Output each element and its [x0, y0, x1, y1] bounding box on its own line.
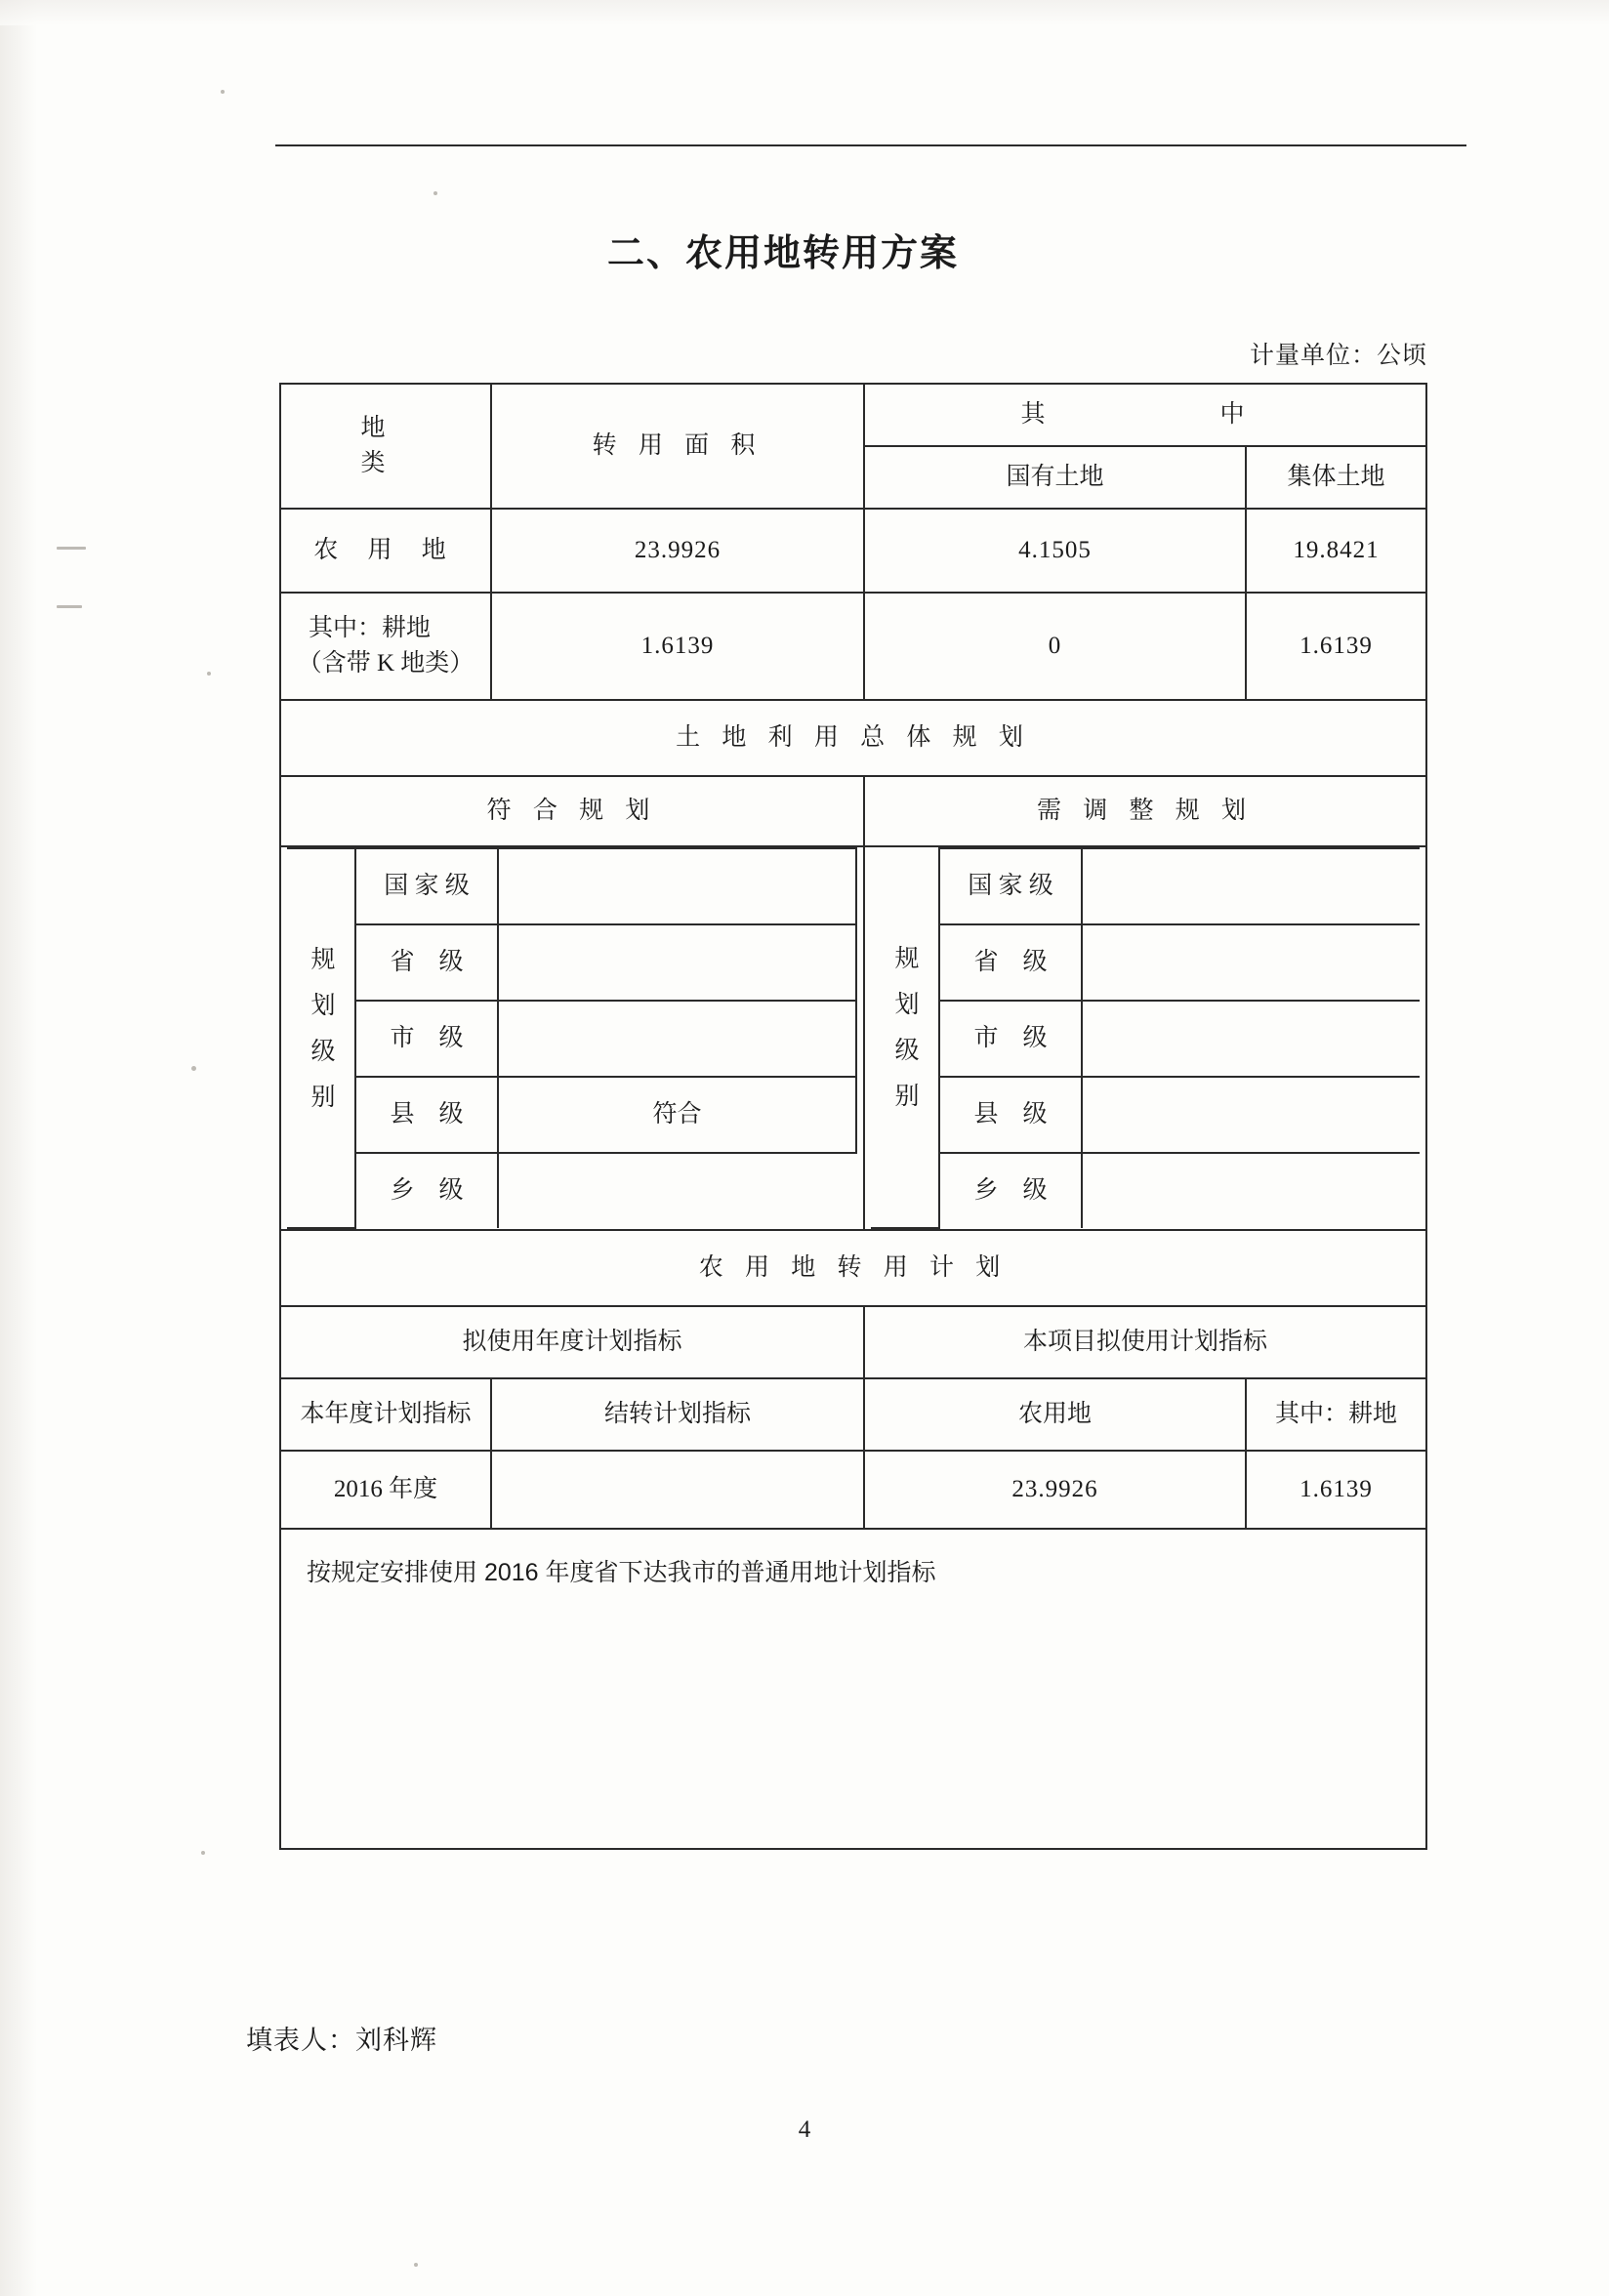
plan-value-province-left[interactable]: [498, 924, 856, 1001]
form-filler: 填表人：刘科辉: [246, 2026, 437, 2055]
plan-level-national-left: 国 家 级: [355, 848, 498, 924]
plan-level-label-right: [871, 848, 939, 1228]
plan-level-county-left: 县 级: [355, 1077, 498, 1153]
plan-right-table: [871, 847, 1420, 1229]
plan-left-grid: [280, 846, 864, 1230]
table-row: [280, 593, 1426, 700]
quota-col-current-year: 本年度计划指标: [280, 1378, 491, 1451]
row-label-cultivated-land: [280, 593, 491, 700]
page-title-text: 二、农用地转用方案: [606, 233, 959, 274]
plan-level-city-left: 市 级: [355, 1001, 498, 1077]
cell-agricultural-collective: 19.8421: [1246, 509, 1426, 593]
plan-level-township-right: 乡 级: [939, 1153, 1082, 1228]
plan-left-table: [287, 847, 857, 1229]
header-collective: 集体土地: [1246, 446, 1426, 509]
plan-level-province-left: 省 级: [355, 924, 498, 1001]
plan-level-city-right: 市 级: [939, 1001, 1082, 1077]
plan-level-label-left-text: 规划级别: [308, 945, 334, 1129]
quota-left-title: 拟使用年度计划指标: [280, 1306, 864, 1378]
plan-level-row: [287, 924, 856, 1001]
plan-level-county-right: 县 级: [939, 1077, 1082, 1153]
plan-section-title-row: [280, 700, 1426, 776]
quota-section-title: 农 用 地 转 用 计 划: [280, 1230, 1426, 1306]
header-state-owned: 国有土地: [864, 446, 1246, 509]
row-label-cultivated-line2: （含带 K 地类）: [297, 650, 474, 676]
plan-value-township-right[interactable]: [1082, 1153, 1420, 1228]
cell-cultivated-state: 0: [864, 593, 1246, 700]
plan-value-national-right[interactable]: [1082, 848, 1420, 924]
quota-value-carryover[interactable]: [491, 1451, 864, 1529]
plan-level-row: [287, 1001, 856, 1077]
quota-header-row: [280, 1378, 1426, 1451]
row-label-cultivated-line1: 其中：耕地: [309, 614, 432, 641]
scan-speck: [201, 1851, 205, 1855]
scan-speck: [57, 547, 86, 550]
plan-value-national-left[interactable]: [498, 848, 856, 924]
table-row: [280, 509, 1426, 593]
scan-speck: [57, 605, 82, 608]
quota-value-year: 2016 年度: [280, 1451, 491, 1529]
quota-col-carryover: 结转计划指标: [491, 1378, 864, 1451]
plan-left-title: 符 合 规 划: [280, 776, 864, 846]
table-header-row: [280, 384, 1426, 446]
scan-edge-shadow: [0, 0, 37, 2296]
plan-level-province-right: 省 级: [939, 924, 1082, 1001]
plan-value-county-right[interactable]: [1082, 1077, 1420, 1153]
plan-right-title: 需 调 整 规 划: [864, 776, 1426, 846]
scan-speck: [433, 191, 437, 195]
plan-subtitle-row: [280, 776, 1426, 846]
plan-level-row: [871, 1153, 1420, 1228]
plan-right-grid: [864, 846, 1426, 1230]
plan-level-row: [287, 848, 856, 924]
scan-edge-shadow-top: [0, 0, 1609, 25]
cell-agricultural-state: 4.1505: [864, 509, 1246, 593]
cell-agricultural-area: 23.9926: [491, 509, 864, 593]
plan-level-row: [871, 1001, 1420, 1077]
plan-level-row: [287, 1153, 856, 1228]
plan-value-county-left[interactable]: 符合: [498, 1077, 856, 1153]
plan-value-province-right[interactable]: [1082, 924, 1420, 1001]
plan-level-township-left: 乡 级: [355, 1153, 498, 1228]
unit-note: 计量单位：公顷: [1249, 343, 1427, 369]
page-number: 4: [798, 2116, 811, 2143]
quota-value-row: [280, 1451, 1426, 1529]
header-rule: [275, 144, 1466, 146]
plan-value-city-left[interactable]: [498, 1001, 856, 1077]
plan-level-label-left: [287, 848, 355, 1228]
scan-speck: [221, 90, 225, 94]
quota-value-agricultural: 23.9926: [864, 1451, 1246, 1529]
scan-speck: [414, 2263, 418, 2267]
row-label-agricultural-land: 农 用 地: [280, 509, 491, 593]
quota-value-cultivated: 1.6139: [1246, 1451, 1426, 1529]
scan-speck: [191, 1066, 196, 1071]
scan-speck: [207, 672, 211, 676]
quota-subtitle-row: [280, 1306, 1426, 1378]
cell-cultivated-collective: 1.6139: [1246, 593, 1426, 700]
header-convert-area: 转 用 面 积: [491, 384, 864, 509]
note-text: 按规定安排使用 2016 年度省下达我市的普通用地计划指标: [280, 1529, 1426, 1849]
plan-level-row: [871, 848, 1420, 924]
plan-level-row: [287, 1077, 856, 1153]
quota-section-title-row: [280, 1230, 1426, 1306]
header-of-which: 其 中: [864, 384, 1426, 446]
plan-section-title: 土 地 利 用 总 体 规 划: [280, 700, 1426, 776]
quota-right-title: 本项目拟使用计划指标: [864, 1306, 1426, 1378]
plan-level-label-right-text: 规划级别: [891, 945, 919, 1129]
plan-grid-row: [280, 846, 1426, 1230]
header-land-type: 地 类: [280, 384, 491, 509]
cell-cultivated-area: 1.6139: [491, 593, 864, 700]
page-title: [275, 223, 1466, 276]
plan-value-city-right[interactable]: [1082, 1001, 1420, 1077]
quota-col-cultivated: 其中：耕地: [1246, 1378, 1426, 1451]
quota-col-agricultural: 农用地: [864, 1378, 1246, 1451]
plan-value-township-left[interactable]: [498, 1153, 856, 1228]
plan-level-national-right: 国 家 级: [939, 848, 1082, 924]
plan-level-row: [871, 924, 1420, 1001]
plan-level-row: [871, 1077, 1420, 1153]
note-row: [280, 1529, 1426, 1849]
land-conversion-table: [279, 383, 1427, 1850]
